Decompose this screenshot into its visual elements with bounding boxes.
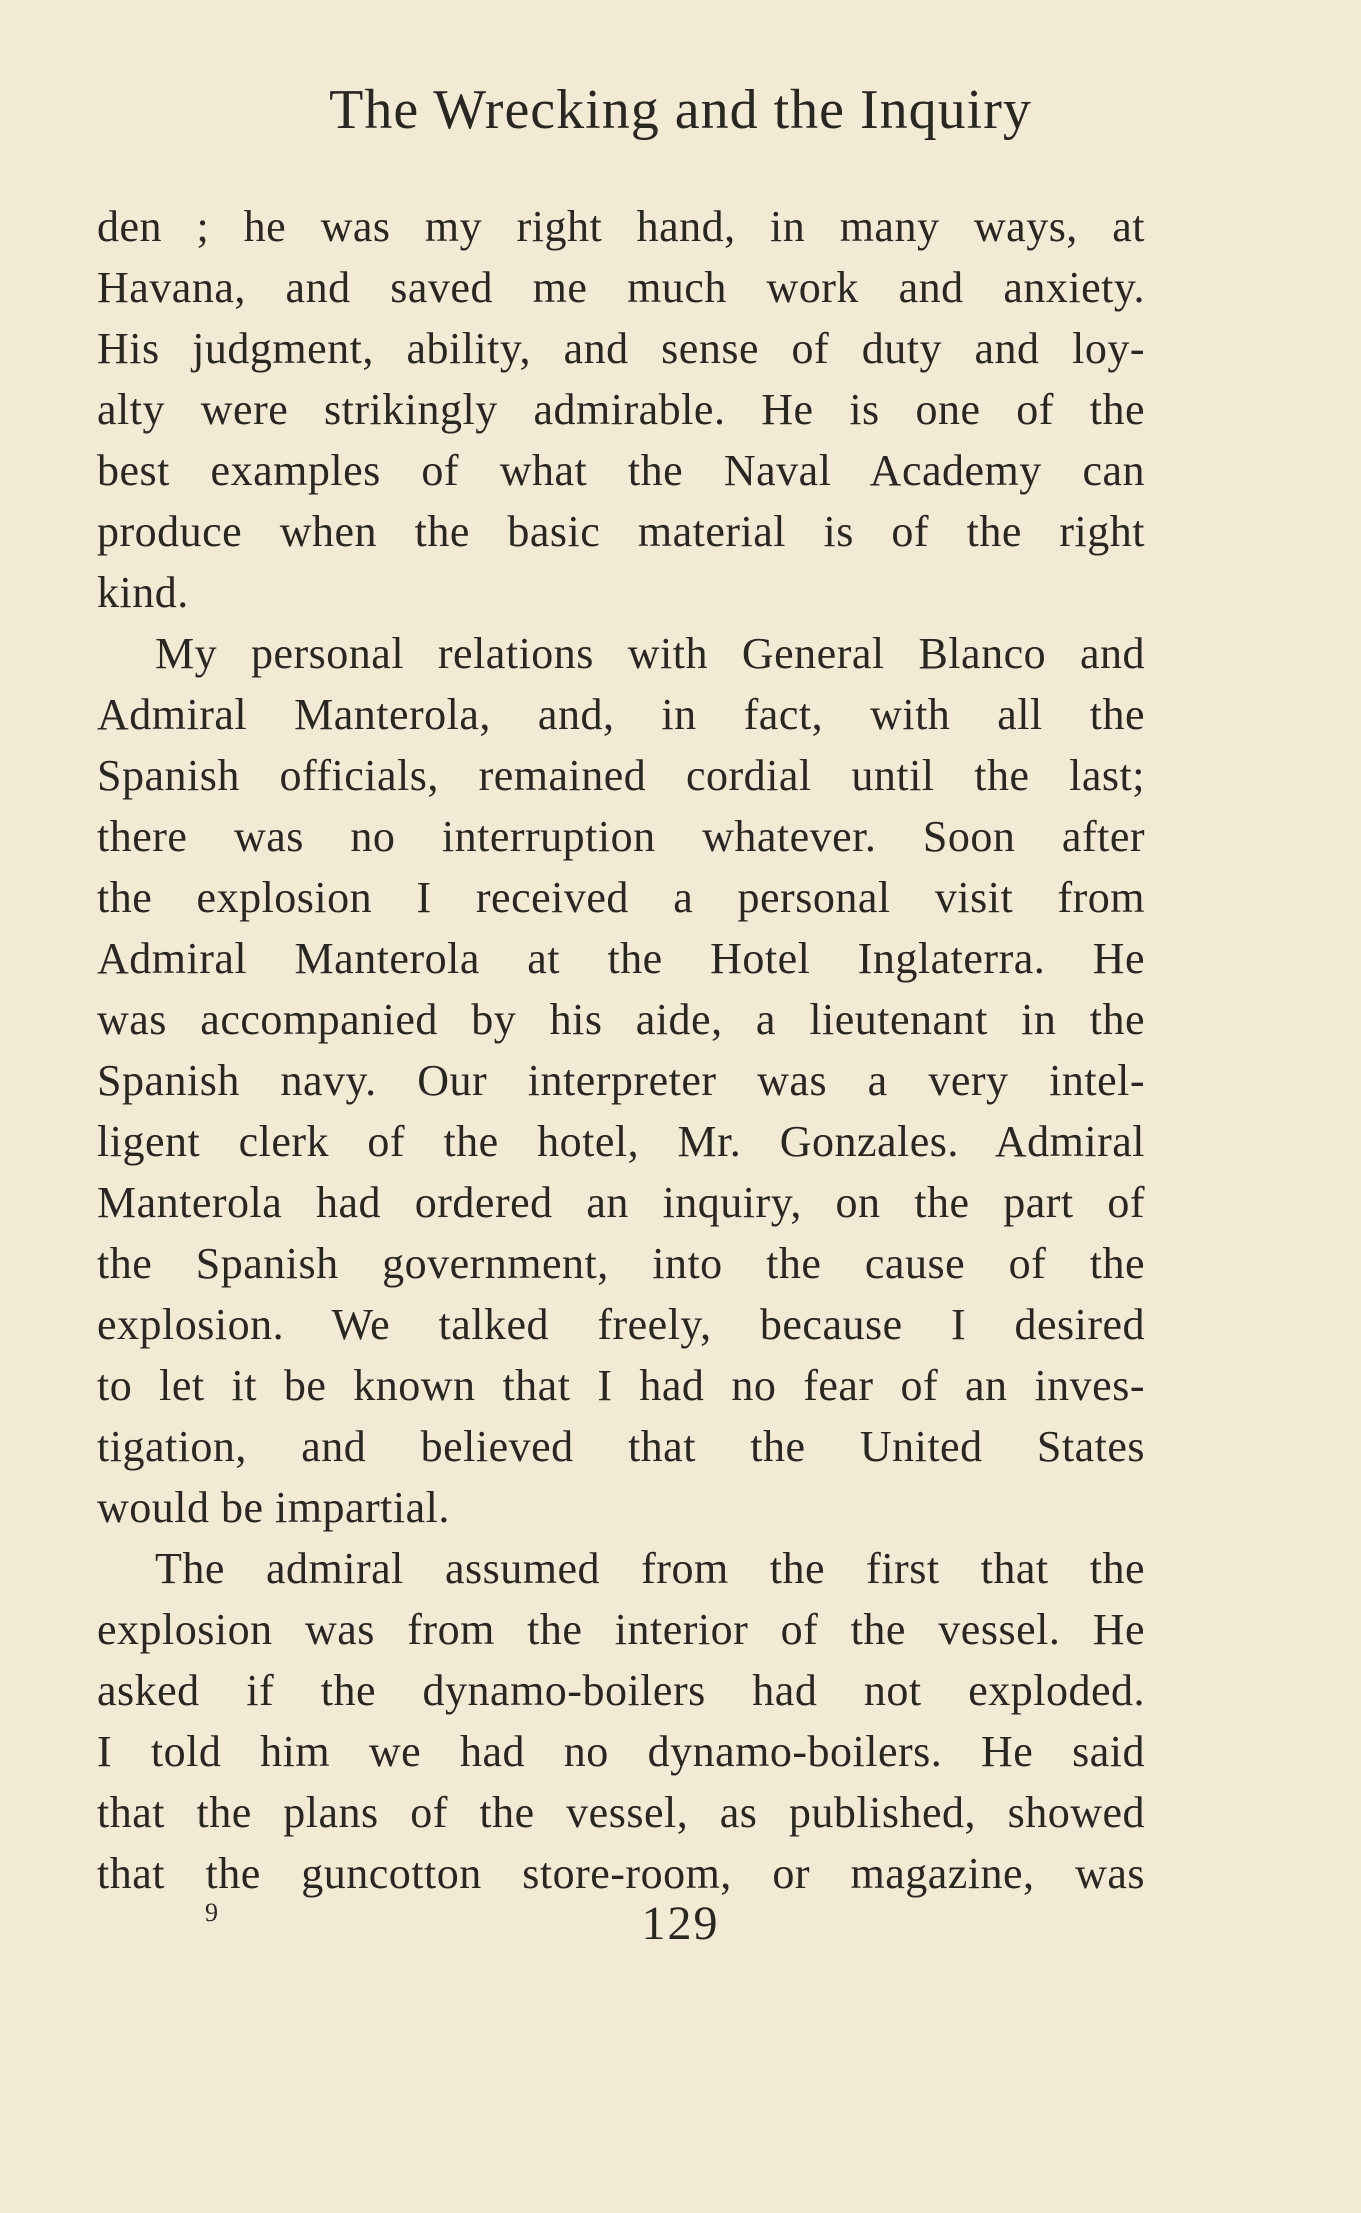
signature-mark: 9 xyxy=(205,1898,218,1927)
text-line: alty were strikingly admirable. He is one of the xyxy=(97,385,1145,434)
text-line: tigation, and believed that the United States xyxy=(97,1422,1145,1471)
text-line: den ; he was my right hand, in many ways, at xyxy=(97,202,1145,251)
page-number: 129 xyxy=(641,1897,720,1950)
text-line: explosion was from the interior of the vessel. He xyxy=(97,1605,1145,1654)
text-line: that the plans of the vessel, as published, showed xyxy=(97,1788,1145,1837)
text-line: asked if the dynamo-boilers had not exploded. xyxy=(97,1666,1145,1715)
text-line: Spanish officials, remained cordial until the last; xyxy=(97,751,1145,800)
text-line: ligent clerk of the hotel, Mr. Gonzales. Admiral xyxy=(97,1117,1145,1166)
text-line: Havana, and saved me much work and anxiety. xyxy=(97,263,1145,312)
text-line: the Spanish government, into the cause of the xyxy=(97,1239,1145,1288)
text-line: would be impartial. xyxy=(97,1483,450,1532)
text-line: produce when the basic material is of the right xyxy=(97,507,1145,556)
text-line: kind. xyxy=(97,568,189,617)
text-line: that the guncotton store-room, or magazine, was xyxy=(97,1849,1145,1898)
text-line: My personal relations with General Blanco and xyxy=(155,629,1145,678)
running-head: The Wrecking and the Inquiry xyxy=(329,79,1032,141)
text-line: was accompanied by his aide, a lieutenant in the xyxy=(97,995,1145,1044)
text-line: Manterola had ordered an inquiry, on the part of xyxy=(97,1178,1145,1227)
text-line: the explosion I received a personal visit from xyxy=(97,873,1145,922)
text-line: explosion. We talked freely, because I desired xyxy=(97,1300,1145,1349)
text-line: His judgment, ability, and sense of duty and loy- xyxy=(97,324,1145,373)
text-line: Admiral Manterola at the Hotel Inglaterra. He xyxy=(97,934,1145,983)
text-line: there was no interruption whatever. Soon after xyxy=(97,812,1145,861)
text-line: The admiral assumed from the first that the xyxy=(155,1544,1145,1593)
text-line: best examples of what the Naval Academy can xyxy=(97,446,1145,495)
text-line: I told him we had no dynamo-boilers. He said xyxy=(97,1727,1145,1776)
text-line: Admiral Manterola, and, in fact, with all the xyxy=(97,690,1145,739)
text-line: to let it be known that I had no fear of an inves- xyxy=(97,1361,1145,1410)
body-text xyxy=(97,196,1145,1904)
text-line: Spanish navy. Our interpreter was a very intel- xyxy=(97,1056,1145,1105)
